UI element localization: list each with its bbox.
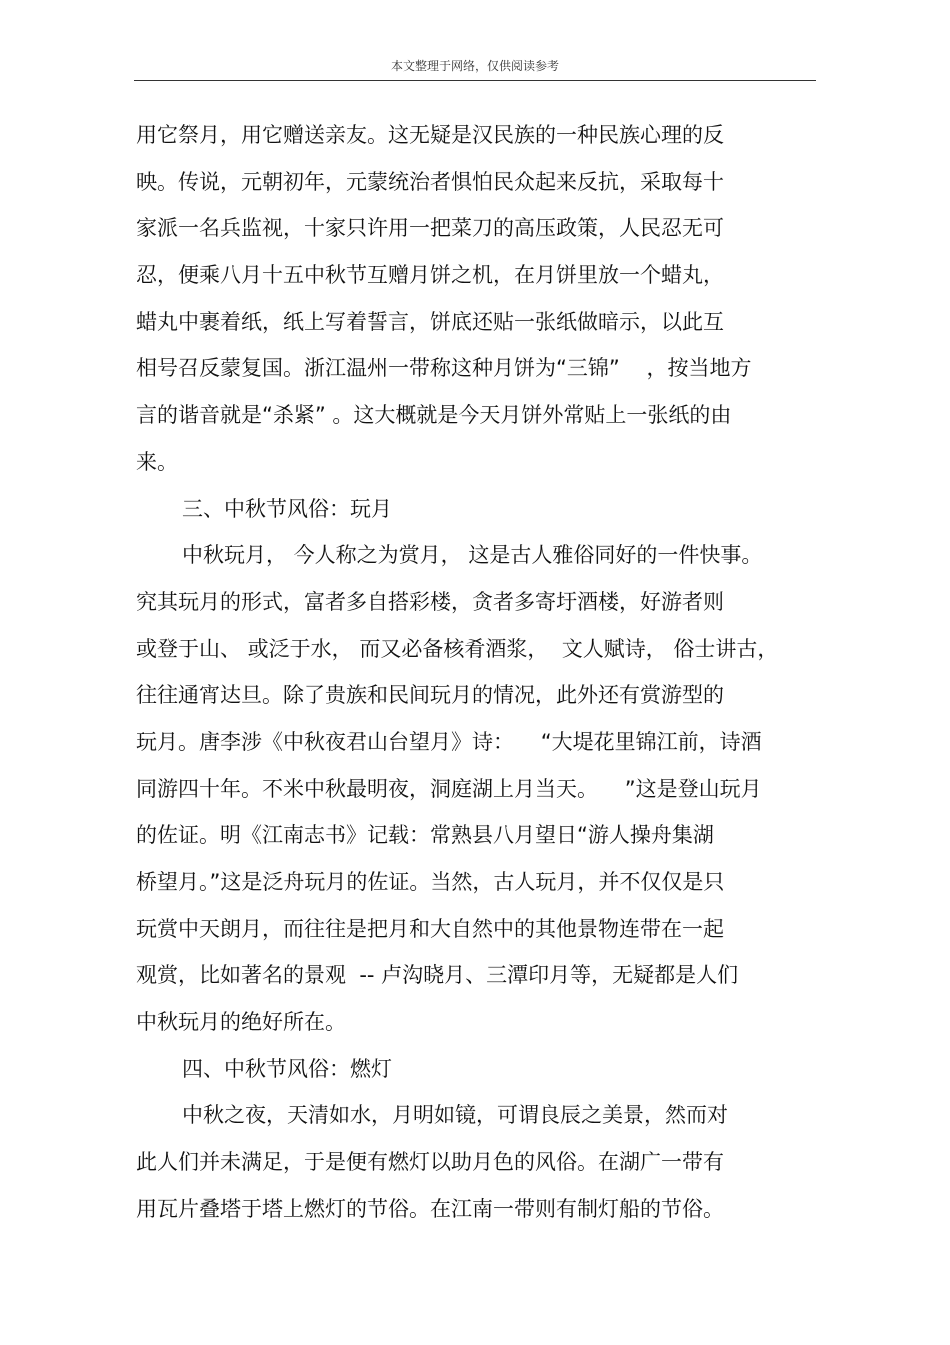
text-line: 同游四十年。不米中秋最明夜，洞庭湖上月当天。 ”这是登山玩月 xyxy=(136,776,762,801)
text-line: 中秋玩月的绝好所在。 xyxy=(136,1010,346,1035)
text-line: 映。传说，元朝初年，元蒙统治者惧怕民众起来反抗，采取每十 xyxy=(136,169,724,194)
text-line: 观赏，比如著名的景观 -- 卢沟晓月、三潭印月等，无疑都是人们 xyxy=(136,963,739,988)
text-line: 来。 xyxy=(136,449,178,474)
page-header: 本文整理于网络，仅供阅读参考 xyxy=(390,59,559,73)
header-divider xyxy=(134,80,816,81)
document-body xyxy=(136,112,826,1233)
paragraph-start-line: 四、中秋节风俗：燃灯 xyxy=(182,1056,392,1081)
text-line: 的佐证。明《江南志书》记载：常熟县八月望日“游人操舟集湖 xyxy=(136,823,714,848)
text-line: 玩月。唐李涉《中秋夜君山台望月》诗： “大堤花里锦江前，诗酒 xyxy=(136,729,762,754)
text-line: 蜡丸中裹着纸，纸上写着誓言，饼底还贴一张纸做暗示，以此互 xyxy=(136,309,724,334)
text-line: 用瓦片叠塔于塔上燃灯的节俗。在江南一带则有制灯船的节俗。 xyxy=(136,1196,724,1221)
text-line: 相号召反蒙复国。浙江温州一带称这种月饼为“三锦” ，按当地方 xyxy=(136,356,752,381)
text-line: 桥望月。”这是泛舟玩月的佐证。当然，古人玩月，并不仅仅是只 xyxy=(136,870,725,894)
text-line: 家派一名兵监视，十家只许用一把菜刀的高压政策，人民忍无可 xyxy=(136,216,724,241)
text-line: 言的谐音就是“杀紧” 。这大概就是今天月饼外常贴上一张纸的由 xyxy=(136,403,732,428)
text-line: 往往通宵达旦。除了贵族和民间玩月的情况，此外还有赏游型的 xyxy=(136,683,724,708)
paragraph-start-line: 中秋之夜，天清如水，月明如镜，可谓良辰之美景，然而对 xyxy=(182,1103,728,1128)
text-line: 或登于山、 或泛于水， 而又必备核肴酒浆， 文人赋诗， 俗士讲古， xyxy=(136,636,779,661)
text-line: 究其玩月的形式，富者多自搭彩楼，贪者多寄圩酒楼，好游者则 xyxy=(136,589,724,614)
paragraph-start-line: 中秋玩月， 今人称之为赏月， 这是古人雅俗同好的一件快事。 xyxy=(182,543,763,568)
paragraph-start-line: 三、中秋节风俗：玩月 xyxy=(182,496,392,521)
text-line: 用它祭月，用它赠送亲友。这无疑是汉民族的一种民族心理的反 xyxy=(136,123,724,147)
text-line: 忍，便乘八月十五中秋节互赠月饼之机，在月饼里放一个蜡丸， xyxy=(136,263,724,288)
text-line: 玩赏中天朗月，而往往是把月和大自然中的其他景物连带在一起 xyxy=(136,916,724,941)
text-line: 此人们并未满足，于是便有燃灯以助月色的风俗。在湖广一带有 xyxy=(136,1150,724,1175)
